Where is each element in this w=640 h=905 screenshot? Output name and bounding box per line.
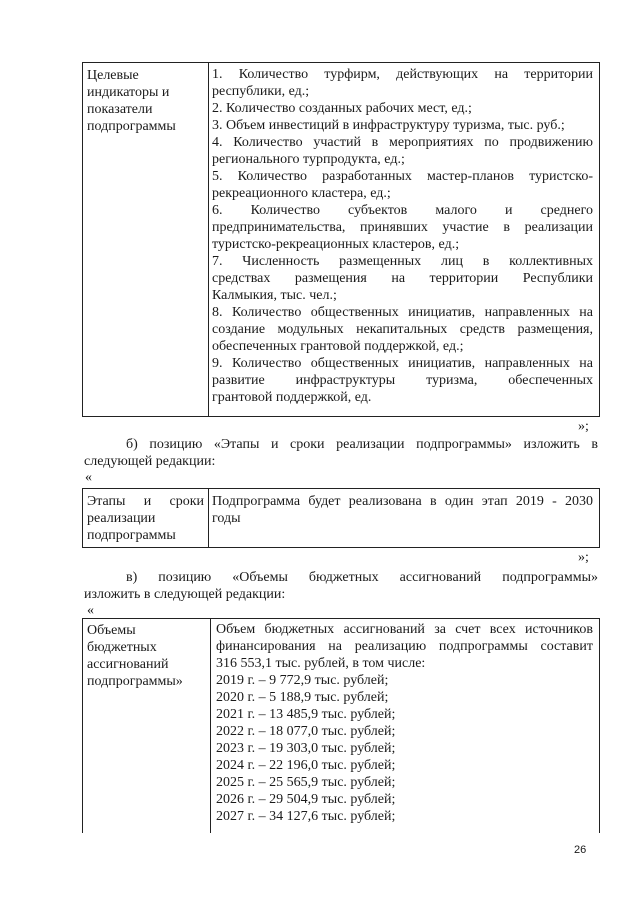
content-line: развитие инфраструктуры туризма, обеспеченных	[212, 373, 593, 388]
row-label	[83, 489, 208, 547]
content-line: грантовой поддержкой, ед.	[212, 390, 372, 405]
content-line: 7. Численность размещенных лиц в коллективных	[212, 254, 593, 269]
opening-quote: «	[87, 603, 94, 618]
content-line: 2027 г. – 34 127,6 тыс. рублей;	[216, 809, 396, 824]
content-line: республики, ед.;	[212, 84, 310, 99]
row-content	[210, 63, 599, 416]
row-label-line: ассигнований	[87, 657, 169, 672]
row-label-line: подпрограммы»	[87, 674, 183, 689]
row-label	[83, 63, 208, 416]
content-line: туристско-рекреационных кластеров, ед.;	[212, 237, 460, 252]
row-label-line: реализации	[87, 511, 156, 526]
row-label-line: показатели	[87, 102, 153, 117]
content-line: 6. Количество субъектов малого и среднего	[212, 203, 593, 218]
opening-quote: «	[85, 470, 92, 485]
content-line: Калмыкия, тыс. чел.;	[212, 288, 337, 303]
row-content	[210, 489, 599, 547]
content-line: 2023 г. – 19 303,0 тыс. рублей;	[216, 741, 396, 756]
content-line: 2024 г. – 22 196,0 тыс. рублей;	[216, 758, 396, 773]
content-line: средствах размещения на территории Республики	[212, 271, 593, 286]
content-line: 2019 г. – 9 772,9 тыс. рублей;	[216, 673, 389, 688]
content-line: 2. Количество созданных рабочих мест, ед.;	[212, 101, 472, 116]
row-content	[214, 619, 599, 833]
paragraph-line: следующей редакции:	[84, 454, 216, 469]
row-label-line: подпрограммы	[87, 119, 176, 134]
content-line: 8. Количество общественных инициатив, направленных на	[212, 305, 593, 320]
table-stages-terms	[82, 488, 600, 548]
content-line: предпринимательства, принявших участие в реализации	[212, 220, 593, 235]
content-line: 2025 г. – 25 565,9 тыс. рублей;	[216, 775, 396, 790]
row-label-line: индикаторы и	[87, 85, 170, 100]
row-label-line: Объемы	[87, 623, 136, 638]
content-line: 4. Количество участий в мероприятиях по продвижению	[212, 135, 593, 150]
content-line: Подпрограмма будет реализована в один этап 2019 - 2030	[212, 494, 593, 509]
content-line: 1. Количество турфирм, действующих на территории	[212, 67, 593, 82]
closing-quote: »;	[578, 550, 589, 565]
table-budget-allocations	[82, 618, 600, 833]
paragraph-line: в) позицию «Объемы бюджетных ассигнований подпрограммы»	[126, 570, 598, 585]
closing-quote: »;	[578, 419, 589, 434]
content-line: создание модульных некапитальных средств размещения,	[212, 322, 593, 337]
column-divider	[208, 63, 209, 416]
paragraph-line: изложить в следующей редакции:	[84, 587, 286, 602]
paragraph-line: б) позицию «Этапы и сроки реализации подпрограммы» изложить в	[126, 437, 598, 452]
page-number: 26	[574, 844, 587, 856]
content-line: Объем бюджетных ассигнований за счет всех источников	[216, 622, 593, 637]
content-line: 316 553,1 тыс. рублей, в том числе:	[216, 656, 426, 671]
column-divider	[208, 489, 209, 547]
paragraph-v	[84, 569, 598, 603]
row-label	[83, 619, 210, 833]
content-line: обеспеченных грантовой поддержкой, ед.;	[212, 339, 464, 354]
content-line: рекреационного кластера, ед.;	[212, 186, 391, 201]
content-line: регионального турпродукта, ед.;	[212, 152, 405, 167]
row-label-line: Целевые	[87, 68, 139, 83]
content-line: 2020 г. – 5 188,9 тыс. рублей;	[216, 690, 389, 705]
content-line: 2022 г. – 18 077,0 тыс. рублей;	[216, 724, 396, 739]
content-line: 2026 г. – 29 504,9 тыс. рублей;	[216, 792, 396, 807]
row-label-line: бюджетных	[87, 640, 157, 655]
paragraph-b	[84, 436, 598, 470]
table-target-indicators	[82, 62, 600, 417]
row-label-line: Этапы и сроки	[87, 494, 204, 509]
content-line: 3. Объем инвестиций в инфраструктуру туризма, тыс. руб.;	[212, 118, 565, 133]
content-line: годы	[212, 511, 241, 526]
content-line: 5. Количество разработанных мастер-планов туристско-	[212, 169, 593, 184]
row-label-line: подпрограммы	[87, 528, 176, 543]
column-divider	[210, 619, 211, 833]
content-line: 9. Количество общественных инициатив, направленных на	[212, 356, 593, 371]
content-line: финансирования на реализацию подпрограммы составит	[216, 639, 593, 654]
content-line: 2021 г. – 13 485,9 тыс. рублей;	[216, 707, 396, 722]
